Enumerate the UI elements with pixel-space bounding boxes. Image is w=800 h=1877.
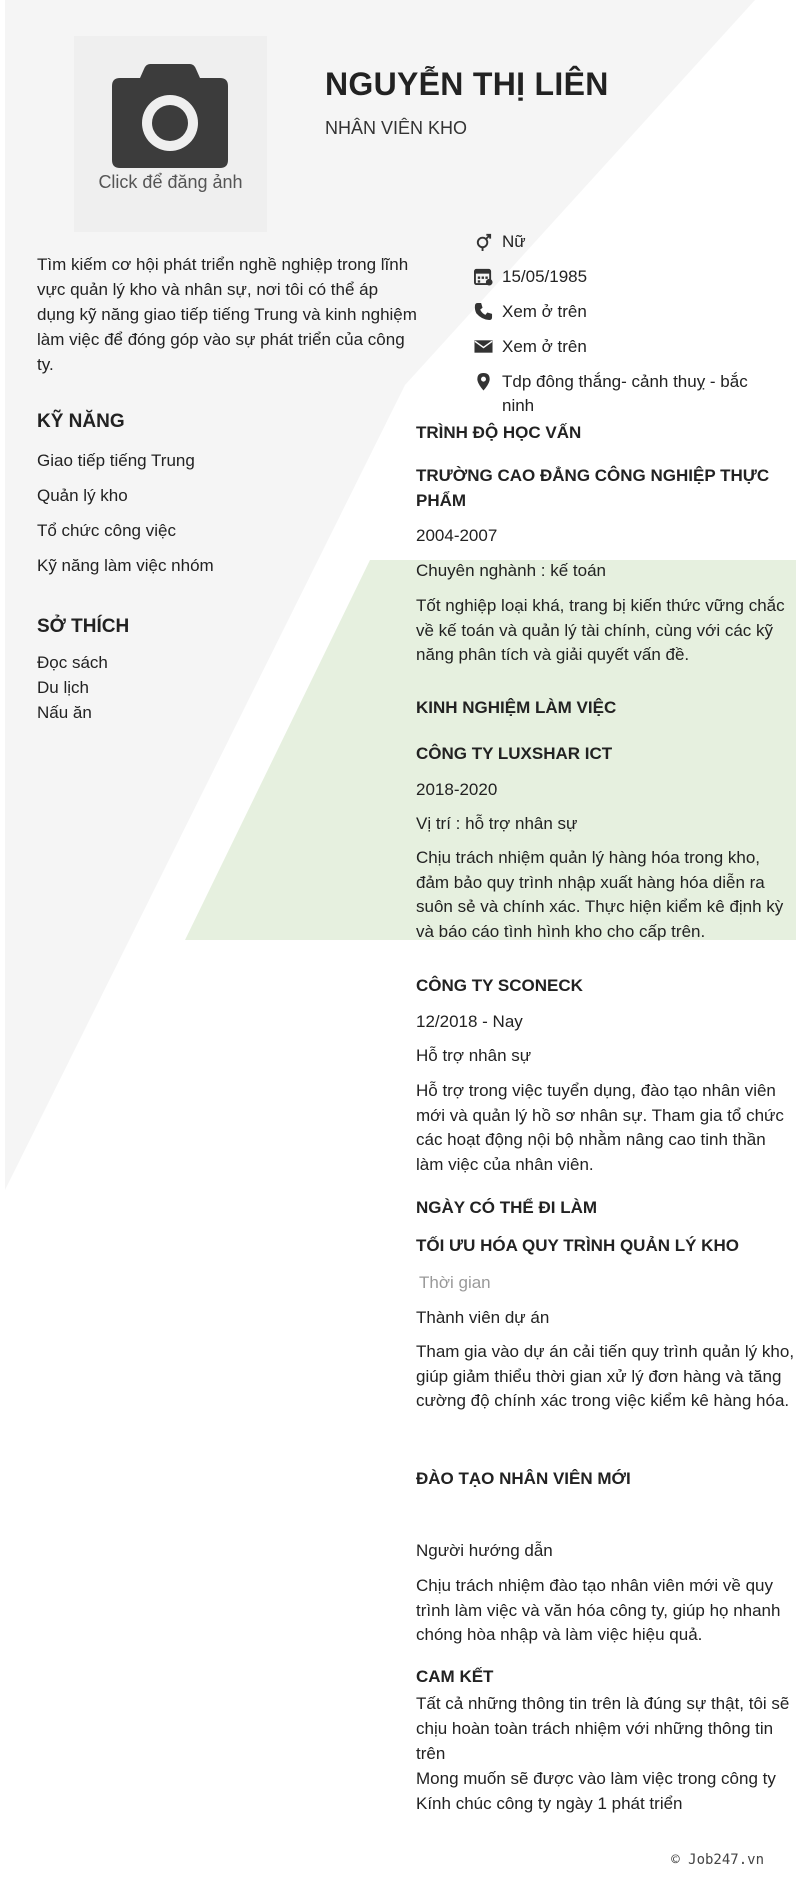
commitment-text (416, 1691, 796, 1816)
project-role: Người hướng dẫn (416, 1541, 553, 1560)
projects-heading: NGÀY CÓ THỂ ĐI LÀM (416, 1198, 598, 1217)
info-address (472, 370, 752, 418)
gender-icon (474, 232, 493, 251)
project-time: Thời gian (419, 1273, 491, 1292)
job-role: Vị trí : hỗ trợ nhân sự (416, 814, 578, 833)
job-company: CÔNG TY SCONECK (416, 976, 583, 995)
skill-item: Giao tiếp tiếng Trung (37, 451, 195, 470)
experience-heading: KINH NGHIỆM LÀM VIỆC (416, 698, 617, 717)
phone-value: Xem ở trên (502, 302, 587, 321)
education-major: Chuyên nghành : kế toán (416, 561, 606, 580)
project-description: Chịu trách nhiệm đào tạo nhân viên mới về quy trình làm việc và văn hóa công ty, giúp họ nhanh chóng hòa nhập và làm việc hiệu quả. (416, 1576, 781, 1644)
phone-icon (474, 302, 493, 321)
hobbies-heading: SỞ THÍCH (37, 616, 130, 637)
hobby-item: Du lịch (37, 678, 89, 697)
info-email (472, 335, 752, 359)
education-school: TRƯỜNG CAO ĐẲNG CÔNG NGHIỆP THỰC PHẨM (416, 466, 770, 510)
education-period: 2004-2007 (416, 526, 498, 545)
info-birthdate (472, 265, 752, 289)
job-company: CÔNG TY LUXSHAR ICT (416, 744, 613, 763)
job-period: 12/2018 - Nay (416, 1012, 523, 1031)
skill-item: Kỹ năng làm việc nhóm (37, 556, 214, 575)
photo-upload-label: Click để đăng ảnh (98, 172, 243, 192)
project-description: Tham gia vào dự án cải tiến quy trình quản lý kho, giúp giảm thiểu thời gian xử lý đơn hàng và tăng cường độ chính xác trong việc kiểm kê hàng hóa. (416, 1342, 795, 1410)
photo-upload-area[interactable] (74, 36, 267, 232)
camera-icon (112, 64, 228, 168)
job-description: Hỗ trợ trong việc tuyển dụng, đào tạo nhân viên mới và quản lý hồ sơ nhân sự. Tham gia tổ chức các hoạt động nội bộ nhằm nâng cao tinh thần làm việc của nhân viên. (416, 1081, 784, 1174)
skills-heading: KỸ NĂNG (37, 411, 125, 432)
commitment-line: Mong muốn sẽ được vào làm việc trong công ty (416, 1769, 776, 1788)
skill-item: Quản lý kho (37, 486, 128, 505)
education-heading: TRÌNH ĐỘ HỌC VẤN (416, 423, 582, 442)
education-description: Tốt nghiệp loại khá, trang bị kiến thức vững chắc về kế toán và quản lý tài chính, cùng với các kỹ năng phân tích và giải quyết vấn đề. (416, 596, 785, 664)
commitment-heading: CAM KẾT (416, 1667, 494, 1686)
project-name: ĐÀO TẠO NHÂN VIÊN MỚI (416, 1469, 631, 1488)
calendar-icon (474, 267, 493, 286)
project-name: TỐI ƯU HÓA QUY TRÌNH QUẢN LÝ KHO (416, 1236, 739, 1255)
commitment-line: Tất cả những thông tin trên là đúng sự thật, tôi sẽ chịu hoàn toàn trách nhiệm với những thông tin trên (416, 1694, 790, 1763)
hobby-item: Nấu ăn (37, 703, 92, 722)
job-description: Chịu trách nhiệm quản lý hàng hóa trong kho, đảm bảo quy trình nhập xuất hàng hóa diễn ra suôn sẻ và chính xác. Thực hiện kiểm kê định kỳ và báo cáo tình hình kho cho cấp trên. (416, 848, 784, 941)
career-objective: Tìm kiếm cơ hội phát triển nghề nghiệp trong lĩnh vực quản lý kho và nhân sự, nơi tôi có thể áp dụng kỹ năng giao tiếp tiếng Trung và kinh nghiệm làm việc để đóng góp vào sự phát triển của công ty. (37, 255, 417, 374)
info-phone (472, 300, 752, 324)
candidate-position: NHÂN VIÊN KHO (325, 118, 468, 138)
skill-item: Tổ chức công việc (37, 521, 176, 540)
footer-copyright: © Job247.vn (671, 1852, 764, 1868)
email-icon (474, 337, 493, 356)
commitment-line: Kính chúc công ty ngày 1 phát triển (416, 1794, 683, 1813)
hobbies-list (37, 650, 108, 725)
candidate-name: NGUYỄN THỊ LIÊN (325, 66, 609, 102)
location-icon (474, 372, 493, 391)
project-role: Thành viên dự án (416, 1308, 550, 1327)
birthdate-value: 15/05/1985 (502, 267, 588, 286)
contact-info (472, 230, 752, 429)
gender-value: Nữ (502, 232, 526, 251)
address-value: Tdp đông thắng- cảnh thuỵ - bắc ninh (502, 372, 748, 415)
job-role: Hỗ trợ nhân sự (416, 1046, 532, 1065)
email-value: Xem ở trên (502, 337, 587, 356)
info-gender (472, 230, 752, 254)
job-period: 2018-2020 (416, 780, 498, 799)
hobby-item: Đọc sách (37, 653, 108, 672)
